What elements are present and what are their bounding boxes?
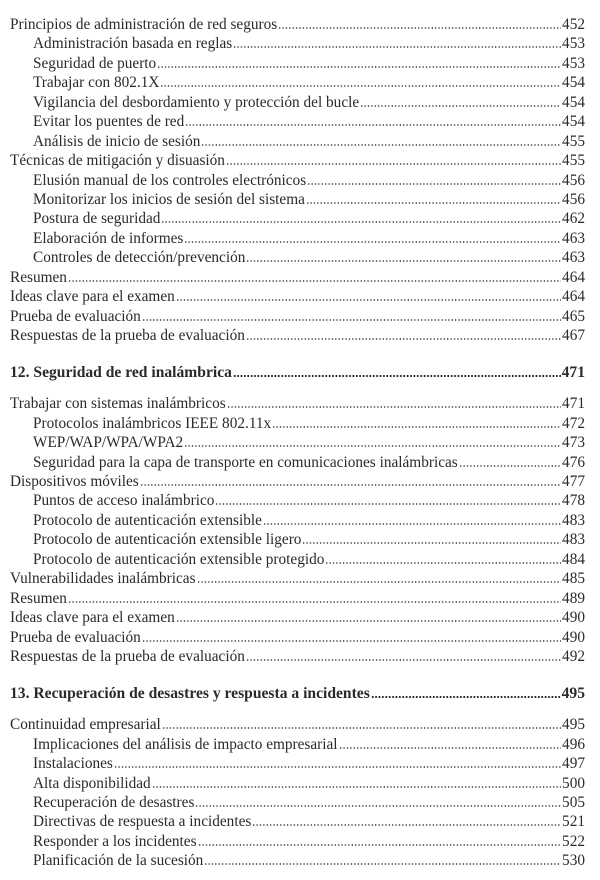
page-number: 454 [562, 74, 585, 92]
dot-leader [142, 319, 561, 321]
toc-section-entry [10, 268, 585, 287]
entry-title: Ideas clave para el examen [10, 288, 175, 306]
entry-title: Ideas clave para el examen [10, 609, 175, 627]
dot-leader [246, 338, 561, 340]
dot-leader [227, 406, 561, 408]
dot-leader [195, 805, 561, 807]
toc-section-entry [10, 628, 585, 647]
page-number: 462 [562, 210, 585, 228]
page-number: 492 [562, 647, 585, 665]
dot-leader [184, 445, 561, 447]
toc-section-entry [10, 394, 585, 413]
dot-leader [246, 260, 561, 262]
dot-leader [252, 824, 561, 826]
page-number: 453 [562, 35, 585, 53]
entry-title: Monitorizar los inicios de sesión del sistema [33, 190, 305, 208]
toc-section-entry [10, 15, 585, 34]
page-number: 476 [562, 453, 585, 471]
dot-leader [198, 844, 561, 846]
entry-title: Directivas de respuesta a incidentes [33, 813, 252, 831]
toc-subsection-entry [10, 774, 585, 793]
toc-subsection-entry [10, 491, 585, 510]
toc-subsection-entry [10, 73, 585, 92]
toc-subsection-entry [10, 530, 585, 549]
entry-title: Controles de detección/prevención [33, 249, 246, 267]
dot-leader [371, 696, 561, 698]
toc-subsection-entry [10, 812, 585, 831]
entry-title: Respuestas de la prueba de evaluación [10, 327, 245, 344]
page-number: 463 [562, 229, 585, 247]
dot-leader [68, 280, 561, 282]
entry-title: 12. Seguridad de red inalámbrica [10, 364, 232, 382]
dot-leader [152, 786, 561, 788]
toc-subsection-entry [10, 735, 585, 754]
toc-subsection-entry [10, 54, 585, 73]
page-number: 456 [562, 171, 585, 189]
dot-leader [162, 727, 561, 729]
toc-section-entry [10, 151, 585, 170]
dot-leader [68, 601, 561, 603]
entry-title: Resumen [10, 589, 67, 607]
page-number: 464 [562, 288, 585, 306]
page-number: 489 [562, 589, 585, 607]
entry-title: Seguridad para la capa de transporte en comunicaciones inalámbricas [33, 453, 458, 471]
page-number: 473 [562, 434, 585, 452]
dot-leader [204, 863, 561, 865]
entry-title: Instalaciones [33, 755, 113, 773]
page-number: 467 [562, 327, 585, 344]
dot-leader [161, 221, 561, 223]
toc-subsection-entry [10, 453, 585, 472]
entry-title: Análisis de inicio de sesión [33, 132, 201, 150]
page-number: 505 [562, 793, 585, 811]
page-number: 477 [562, 473, 585, 491]
entry-title: Resumen [10, 268, 67, 286]
page-number: 455 [562, 132, 585, 150]
page-number: 465 [562, 307, 585, 325]
toc-section-entry [10, 715, 585, 734]
toc-subsection-entry [10, 209, 585, 228]
toc-section-entry [10, 287, 585, 306]
toc-subsection-entry [10, 34, 585, 53]
toc-subsection-entry [10, 132, 585, 151]
page-number: 484 [562, 550, 585, 568]
table-of-contents [10, 15, 585, 871]
dot-leader [226, 163, 561, 165]
toc-chapter-entry [10, 363, 585, 382]
entry-title: Postura de seguridad [33, 210, 161, 228]
page-number: 497 [562, 755, 585, 773]
dot-leader [278, 27, 561, 29]
dot-leader [160, 85, 561, 87]
dot-leader [215, 503, 561, 505]
dot-leader [176, 620, 561, 622]
toc-chapter-entry [10, 684, 585, 703]
toc-section-entry [10, 307, 585, 326]
dot-leader [325, 562, 561, 564]
page-number: 483 [562, 511, 585, 529]
dot-leader [306, 202, 561, 204]
toc-subsection-entry [10, 793, 585, 812]
toc-subsection-entry [10, 93, 585, 112]
dot-leader [201, 144, 561, 146]
dot-leader [263, 523, 561, 525]
entry-title: Vigilancia del desbordamiento y protección del bucle [33, 93, 360, 111]
entry-title: Técnicas de mitigación y disuasión [10, 152, 225, 170]
dot-leader [272, 426, 561, 428]
entry-title: Evitar los puentes de red [33, 113, 185, 131]
entry-title: Protocolos inalámbricos IEEE 802.11x [33, 414, 272, 432]
page-number: 471 [561, 364, 585, 382]
entry-title: 13. Recuperación de desastres y respuesta a incidentes [10, 684, 370, 702]
toc-subsection-entry [10, 248, 585, 267]
entry-title: Protocolo de autenticación extensible [33, 511, 262, 529]
entry-title: Puntos de acceso inalámbrico [33, 492, 215, 510]
entry-title: Vulnerabilidades inalámbricas [10, 570, 196, 588]
page-number: 455 [562, 152, 585, 170]
entry-title: Prueba de evaluación [10, 307, 141, 325]
toc-section-entry [10, 608, 585, 627]
entry-title: WEP/WAP/WPA/WPA2 [33, 434, 184, 452]
page-number: 453 [562, 54, 585, 72]
page-number: 472 [562, 414, 585, 432]
dot-leader [142, 640, 561, 642]
dot-leader [339, 747, 561, 749]
dot-leader [114, 766, 561, 768]
toc-subsection-entry [10, 754, 585, 773]
page-number: 521 [562, 813, 585, 831]
dot-leader [157, 66, 561, 68]
entry-title: Dispositivos móviles [10, 473, 139, 491]
entry-title: Respuestas de la prueba de evaluación [10, 647, 245, 665]
toc-section-entry [10, 647, 585, 666]
page-number: 490 [562, 628, 585, 646]
toc-subsection-entry [10, 112, 585, 131]
dot-leader [233, 46, 561, 48]
page-number: 496 [562, 735, 585, 753]
toc-subsection-entry [10, 511, 585, 530]
entry-title: Implicaciones del análisis de impacto empresarial [33, 735, 338, 753]
toc-subsection-entry [10, 229, 585, 248]
dot-leader [307, 183, 561, 185]
entry-title: Principios de administración de red seguros [10, 16, 278, 33]
page-number: 463 [562, 249, 585, 267]
dot-leader [184, 241, 561, 243]
dot-leader [176, 299, 561, 301]
dot-leader [360, 105, 561, 107]
page-number: 452 [562, 16, 585, 33]
entry-title: Planificación de la sucesión [33, 852, 204, 870]
entry-title: Trabajar con 802.1X [33, 74, 160, 92]
page-number: 464 [562, 268, 585, 286]
entry-title: Administración basada en reglas [33, 35, 233, 53]
entry-title: Continuidad empresarial [10, 716, 161, 734]
toc-subsection-entry [10, 433, 585, 452]
entry-title: Protocolo de autenticación extensible protegido [33, 550, 325, 568]
page-number: 500 [562, 774, 585, 792]
page-number: 495 [561, 684, 585, 702]
toc-subsection-entry [10, 550, 585, 569]
page-number: 490 [562, 609, 585, 627]
toc-section-entry [10, 472, 585, 491]
toc-subsection-entry [10, 171, 585, 190]
toc-subsection-entry [10, 832, 585, 851]
toc-section-entry [10, 326, 585, 345]
entry-title: Trabajar con sistemas inalámbricos [10, 395, 226, 413]
dot-leader [140, 484, 561, 486]
dot-leader [233, 375, 561, 377]
toc-subsection-entry [10, 414, 585, 433]
page-number: 485 [562, 570, 585, 588]
page-number: 522 [562, 832, 585, 850]
entry-title: Prueba de evaluación [10, 628, 141, 646]
toc-subsection-entry [10, 190, 585, 209]
dot-leader [302, 542, 561, 544]
page-number: 471 [562, 395, 585, 413]
page-number: 483 [562, 531, 585, 549]
toc-section-entry [10, 589, 585, 608]
entry-title: Recuperación de desastres [33, 793, 195, 811]
page-number: 454 [562, 113, 585, 131]
entry-title: Responder a los incidentes [33, 832, 197, 850]
toc-section-entry [10, 569, 585, 588]
entry-title: Alta disponibilidad [33, 774, 151, 792]
dot-leader [197, 581, 561, 583]
entry-title: Seguridad de puerto [33, 54, 157, 72]
entry-title: Elusión manual de los controles electrónicos [33, 171, 307, 189]
page-number: 478 [562, 492, 585, 510]
dot-leader [185, 124, 561, 126]
dot-leader [246, 659, 561, 661]
page-number: 495 [562, 716, 585, 734]
toc-subsection-entry [10, 851, 585, 870]
page-number: 456 [562, 190, 585, 208]
page-number: 530 [562, 852, 585, 870]
entry-title: Protocolo de autenticación extensible ligero [33, 531, 302, 549]
page-number: 454 [562, 93, 585, 111]
dot-leader [459, 465, 561, 467]
entry-title: Elaboración de informes [33, 229, 184, 247]
